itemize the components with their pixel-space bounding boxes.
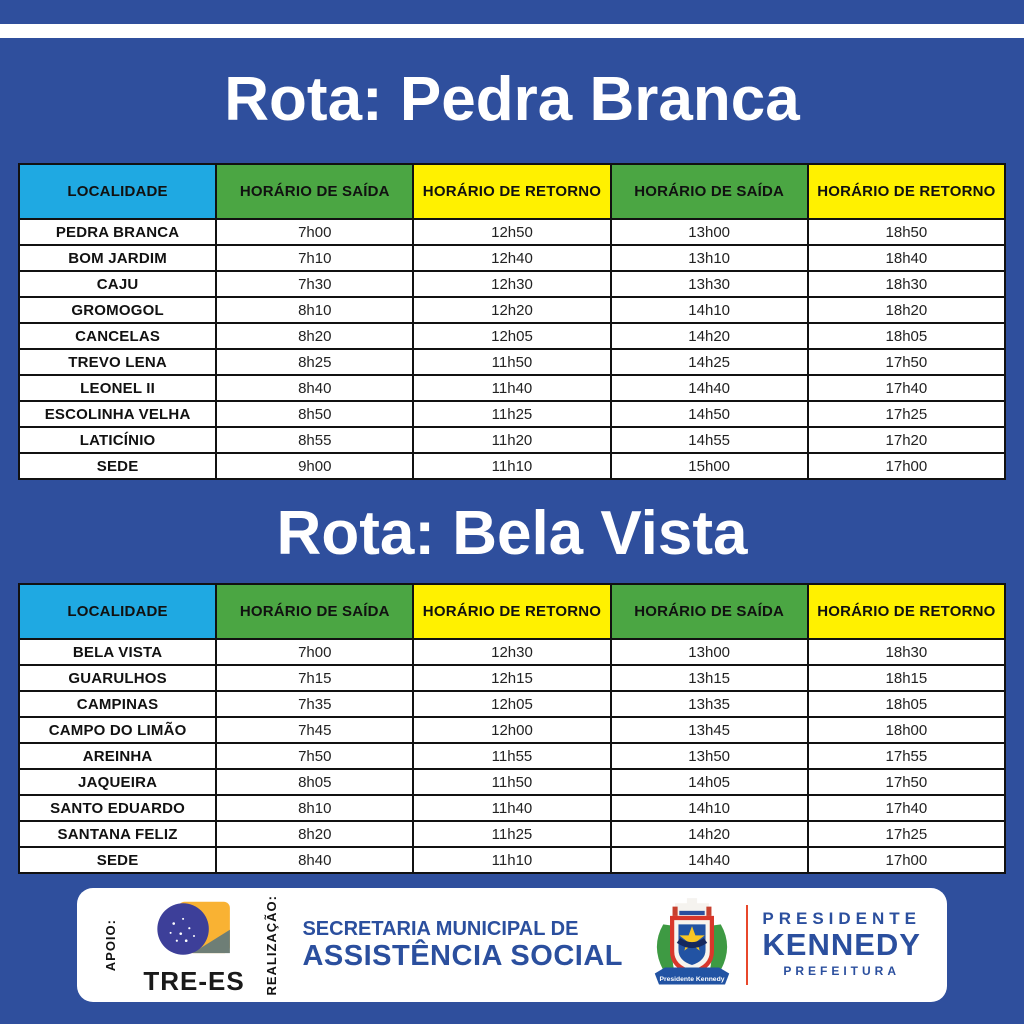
- kennedy-line1: PRESIDENTE: [762, 908, 921, 928]
- time-cell: 8h40: [216, 847, 413, 873]
- locality-cell: CANCELAS: [19, 323, 216, 349]
- table-row: [19, 401, 1005, 427]
- time-cell: 11h20: [413, 427, 610, 453]
- kennedy-banner-text: Presidente Kennedy: [659, 975, 725, 983]
- time-cell: 13h45: [611, 717, 808, 743]
- secretaria-line1: SECRETARIA MUNICIPAL DE: [302, 917, 579, 940]
- locality-cell: SEDE: [19, 847, 216, 873]
- route-title-pedra-branca: Rota: Pedra Branca: [224, 65, 800, 134]
- schedule-table-pedra-branca: [18, 163, 1006, 480]
- time-cell: 14h05: [611, 769, 808, 795]
- time-cell: 8h20: [216, 323, 413, 349]
- column-header: HORÁRIO DE SAÍDA: [611, 584, 808, 639]
- footer-card: [77, 888, 947, 1002]
- table-row: [19, 717, 1005, 743]
- time-cell: 17h55: [808, 743, 1005, 769]
- time-cell: 17h40: [808, 795, 1005, 821]
- prefeitura-logo-group: [648, 895, 921, 996]
- column-header: LOCALIDADE: [19, 164, 216, 219]
- secretaria-block: [302, 918, 623, 973]
- time-cell: 13h30: [611, 271, 808, 297]
- time-cell: 13h15: [611, 665, 808, 691]
- time-cell: 12h00: [413, 717, 610, 743]
- time-cell: 13h35: [611, 691, 808, 717]
- table-row: [19, 245, 1005, 271]
- time-cell: 18h00: [808, 717, 1005, 743]
- time-cell: 7h35: [216, 691, 413, 717]
- time-cell: 14h20: [611, 323, 808, 349]
- time-cell: 14h20: [611, 821, 808, 847]
- time-cell: 13h10: [611, 245, 808, 271]
- time-cell: 13h50: [611, 743, 808, 769]
- time-cell: 14h25: [611, 349, 808, 375]
- time-cell: 17h25: [808, 821, 1005, 847]
- time-cell: 11h40: [413, 795, 610, 821]
- time-cell: 11h25: [413, 401, 610, 427]
- time-cell: 18h50: [808, 219, 1005, 245]
- time-cell: 17h00: [808, 453, 1005, 479]
- time-cell: 8h10: [216, 795, 413, 821]
- time-cell: 14h40: [611, 847, 808, 873]
- time-cell: 17h50: [808, 349, 1005, 375]
- table-row: [19, 665, 1005, 691]
- tre-es-globe-icon: [155, 897, 233, 966]
- table-row: [19, 821, 1005, 847]
- time-cell: 18h05: [808, 691, 1005, 717]
- time-cell: 14h10: [611, 795, 808, 821]
- time-cell: 7h30: [216, 271, 413, 297]
- table-row: [19, 743, 1005, 769]
- table-row: [19, 271, 1005, 297]
- time-cell: 12h20: [413, 297, 610, 323]
- red-divider: [746, 905, 748, 985]
- kennedy-line2: KENNEDY: [762, 927, 921, 963]
- time-cell: 8h50: [216, 401, 413, 427]
- time-cell: 18h05: [808, 323, 1005, 349]
- secretaria-line2: ASSISTÊNCIA SOCIAL: [302, 939, 623, 972]
- time-cell: 18h15: [808, 665, 1005, 691]
- header-row: [19, 164, 1005, 219]
- column-header: HORÁRIO DE RETORNO: [808, 164, 1005, 219]
- time-cell: 14h55: [611, 427, 808, 453]
- locality-cell: JAQUEIRA: [19, 769, 216, 795]
- time-cell: 17h25: [808, 401, 1005, 427]
- column-header: HORÁRIO DE SAÍDA: [216, 164, 413, 219]
- locality-cell: SANTANA FELIZ: [19, 821, 216, 847]
- time-cell: 18h30: [808, 271, 1005, 297]
- time-cell: 18h20: [808, 297, 1005, 323]
- time-cell: 13h00: [611, 639, 808, 665]
- time-cell: 7h15: [216, 665, 413, 691]
- table-row: [19, 375, 1005, 401]
- locality-cell: CAMPINAS: [19, 691, 216, 717]
- locality-cell: CAJU: [19, 271, 216, 297]
- table-row: [19, 349, 1005, 375]
- time-cell: 11h25: [413, 821, 610, 847]
- tre-es-label: TRE-ES: [143, 965, 245, 996]
- table-row: [19, 691, 1005, 717]
- kennedy-wordmark: [762, 909, 921, 981]
- time-cell: 12h50: [413, 219, 610, 245]
- top-white-stripe: [0, 24, 1024, 38]
- schedule-table-bela-vista: [18, 583, 1006, 874]
- time-cell: 12h05: [413, 323, 610, 349]
- column-header: HORÁRIO DE RETORNO: [808, 584, 1005, 639]
- time-cell: 7h00: [216, 219, 413, 245]
- time-cell: 8h20: [216, 821, 413, 847]
- locality-cell: AREINHA: [19, 743, 216, 769]
- time-cell: 11h40: [413, 375, 610, 401]
- time-cell: 8h05: [216, 769, 413, 795]
- table-row: [19, 297, 1005, 323]
- table-row: [19, 323, 1005, 349]
- table-row: [19, 639, 1005, 665]
- column-header: HORÁRIO DE SAÍDA: [216, 584, 413, 639]
- time-cell: 14h50: [611, 401, 808, 427]
- time-cell: 12h30: [413, 639, 610, 665]
- time-cell: 11h10: [413, 847, 610, 873]
- time-cell: 12h40: [413, 245, 610, 271]
- time-cell: 8h10: [216, 297, 413, 323]
- time-cell: 7h10: [216, 245, 413, 271]
- table-row: [19, 427, 1005, 453]
- time-cell: 11h50: [413, 349, 610, 375]
- kennedy-line3: PREFEITURA: [783, 963, 901, 978]
- table-row: [19, 847, 1005, 873]
- time-cell: 7h45: [216, 717, 413, 743]
- time-cell: 12h30: [413, 271, 610, 297]
- locality-cell: BELA VISTA: [19, 639, 216, 665]
- header-row: [19, 584, 1005, 639]
- time-cell: 13h00: [611, 219, 808, 245]
- time-cell: 11h50: [413, 769, 610, 795]
- locality-cell: GUARULHOS: [19, 665, 216, 691]
- table-row: [19, 795, 1005, 821]
- time-cell: 17h00: [808, 847, 1005, 873]
- time-cell: 18h30: [808, 639, 1005, 665]
- time-cell: 17h50: [808, 769, 1005, 795]
- column-header: HORÁRIO DE RETORNO: [413, 584, 610, 639]
- locality-cell: SEDE: [19, 453, 216, 479]
- column-header: HORÁRIO DE RETORNO: [413, 164, 610, 219]
- column-header: LOCALIDADE: [19, 584, 216, 639]
- locality-cell: PEDRA BRANCA: [19, 219, 216, 245]
- table-row: [19, 219, 1005, 245]
- time-cell: 12h05: [413, 691, 610, 717]
- time-cell: 14h40: [611, 375, 808, 401]
- column-header: HORÁRIO DE SAÍDA: [611, 164, 808, 219]
- kennedy-coat-of-arms-icon: [648, 895, 736, 996]
- time-cell: 14h10: [611, 297, 808, 323]
- time-cell: 12h15: [413, 665, 610, 691]
- locality-cell: GROMOGOL: [19, 297, 216, 323]
- locality-cell: ESCOLINHA VELHA: [19, 401, 216, 427]
- apoio-label: APOIO:: [103, 918, 118, 972]
- time-cell: 17h20: [808, 427, 1005, 453]
- time-cell: 11h55: [413, 743, 610, 769]
- locality-cell: SANTO EDUARDO: [19, 795, 216, 821]
- time-cell: 8h25: [216, 349, 413, 375]
- locality-cell: LATICÍNIO: [19, 427, 216, 453]
- time-cell: 11h10: [413, 453, 610, 479]
- locality-cell: TREVO LENA: [19, 349, 216, 375]
- time-cell: 7h00: [216, 639, 413, 665]
- route-title-bela-vista: Rota: Bela Vista: [276, 499, 748, 568]
- tre-es-logo-block: [143, 897, 244, 994]
- locality-cell: LEONEL II: [19, 375, 216, 401]
- realizacao-label: REALIZAÇÃO:: [264, 894, 280, 996]
- time-cell: 7h50: [216, 743, 413, 769]
- locality-cell: BOM JARDIM: [19, 245, 216, 271]
- locality-cell: CAMPO DO LIMÃO: [19, 717, 216, 743]
- time-cell: 18h40: [808, 245, 1005, 271]
- time-cell: 17h40: [808, 375, 1005, 401]
- time-cell: 8h55: [216, 427, 413, 453]
- table-row: [19, 769, 1005, 795]
- time-cell: 9h00: [216, 453, 413, 479]
- table-row: [19, 453, 1005, 479]
- time-cell: 8h40: [216, 375, 413, 401]
- time-cell: 15h00: [611, 453, 808, 479]
